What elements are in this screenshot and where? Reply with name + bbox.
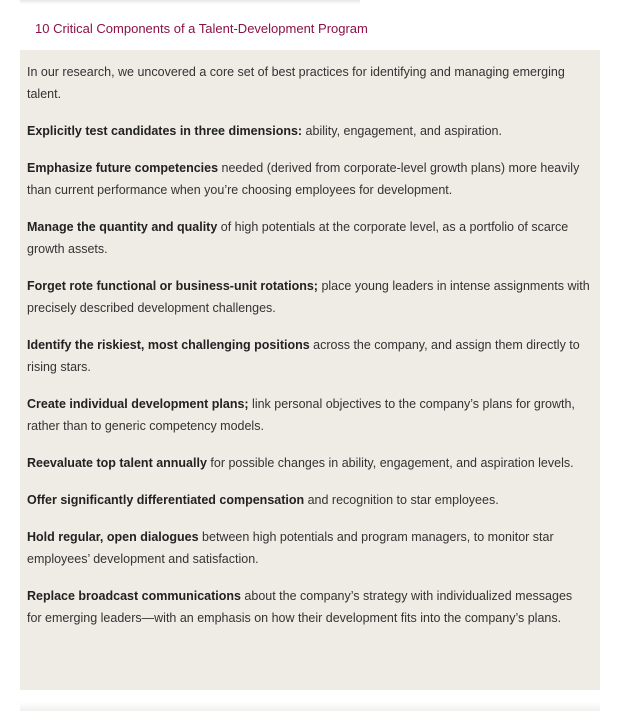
item-text: and recognition to star employees. bbox=[304, 493, 499, 507]
item-lead: Create individual development plans; bbox=[27, 397, 249, 411]
sidebar-title: 10 Critical Components of a Talent-Development Program bbox=[35, 21, 368, 36]
item-lead: Offer significantly differentiated compensation bbox=[27, 493, 305, 507]
item-lead: Hold regular, open dialogues bbox=[27, 530, 199, 544]
item-text: across the company, and assign them directly to rising stars. bbox=[27, 338, 580, 374]
item-text: needed (derived from corporate-level growth plans) more heavily than current performance when you’re choosing employees for development. bbox=[27, 161, 580, 197]
item-text: link personal objectives to the company’s plans for growth, rather than to generic competency models. bbox=[27, 397, 575, 433]
item-lead: Emphasize future competencies bbox=[27, 161, 219, 175]
list-item bbox=[27, 275, 590, 319]
item-text: place young leaders in intense assignments with precisely described development challenges. bbox=[27, 279, 590, 315]
item-text: for possible changes in ability, engagement, and aspiration levels. bbox=[206, 456, 574, 470]
item-lead: Identify the riskiest, most challenging positions bbox=[27, 338, 310, 352]
item-text: ability, engagement, and aspiration. bbox=[302, 124, 502, 138]
intro-paragraph: In our research, we uncovered a core set of best practices for identifying and managing emerging talent. bbox=[27, 65, 565, 101]
item-lead: Replace broadcast communications bbox=[27, 589, 241, 603]
sidebar-box bbox=[20, 50, 600, 690]
item-lead: Explicitly test candidates in three dimensions: bbox=[27, 124, 303, 138]
list-item bbox=[27, 157, 590, 201]
list-item bbox=[27, 489, 590, 511]
list-item bbox=[27, 120, 590, 142]
item-text: of high potentials at the corporate level, as a portfolio of scarce growth assets. bbox=[27, 220, 569, 256]
list-item bbox=[27, 216, 590, 260]
item-text: about the company’s strategy with individualized messages for emerging leaders—with an emphasis on how their development fits into the company’s plans. bbox=[27, 589, 573, 625]
list-item bbox=[27, 393, 590, 437]
list-item bbox=[27, 334, 590, 378]
bottom-divider bbox=[20, 702, 600, 711]
item-lead: Forget rote functional or business-unit rotations; bbox=[27, 279, 318, 293]
item-lead: Reevaluate top talent annually bbox=[27, 456, 207, 470]
list-item bbox=[27, 585, 590, 629]
list-item bbox=[27, 526, 590, 570]
item-text: between high potentials and program managers, to monitor star employees’ development and satisfaction. bbox=[27, 530, 554, 566]
list-item bbox=[27, 452, 590, 474]
item-lead: Manage the quantity and quality bbox=[27, 220, 218, 234]
top-divider bbox=[20, 0, 360, 4]
